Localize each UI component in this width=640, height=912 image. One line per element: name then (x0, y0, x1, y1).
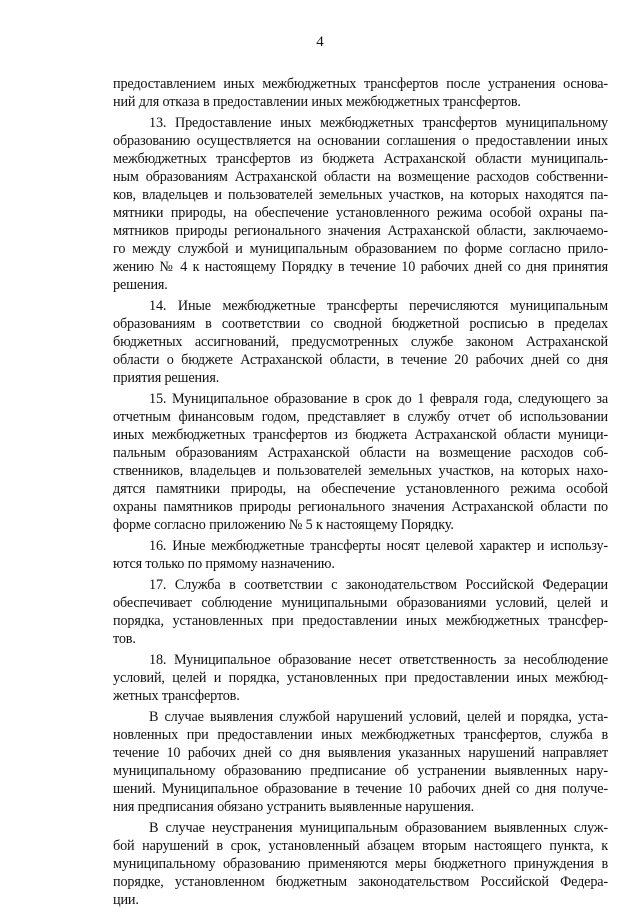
text-line: 18. Муниципальное образование несет ответственность за несоблюдение (149, 652, 608, 668)
text-line: шений. Муниципальное образование в течение 10 рабочих дней со дня получе- (113, 781, 608, 797)
paragraph-p17 (113, 576, 608, 648)
text-line: пальным образованиям Астраханской области на возмещение расходов соб- (113, 445, 608, 461)
text-line: ний для отказа в предоставлении иных межбюджетных трансфертов. (113, 94, 521, 110)
text-line: бюджетных ассигнований, предусмотренных службе законом Астраханской (113, 334, 608, 350)
text-line: иных межбюджетных трансфертов из бюджета Астраханской области муници- (113, 427, 608, 443)
text-line: дятся памятники природы, на обеспечение установленного режима особой (113, 481, 608, 497)
text-line: обеспечивает соблюдение муниципальными образованиями условий, целей и (113, 595, 608, 611)
text-line: ственников, владельцев и пользователей земельных участков, на которых нахо- (113, 463, 608, 479)
text-line: муниципальному образованию предписание об устранении выявленных нару- (113, 763, 608, 779)
text-line: новленных при предоставлении иных межбюджетных трансфертов, служба в (113, 727, 608, 743)
paragraph-p14 (113, 297, 608, 387)
text-line: жетных трансфертов. (113, 688, 240, 704)
text-line: охраны памятников природы регионального значения Астраханской области по (113, 499, 608, 515)
text-line: В случае неустранения муниципальным образованием выявленных служ- (149, 820, 608, 836)
paragraph-p12-cont (113, 75, 608, 111)
page-number: 4 (316, 34, 324, 50)
text-line: го между службой и муниципальным образованием по форме согласно прило- (113, 241, 608, 257)
text-line: порядке, установленном бюджетным законодательством Российской Федера- (113, 874, 608, 890)
paragraph-p18-violations (113, 708, 608, 816)
text-line: мятников природы регионального значения Астраханской области, заключаемо- (113, 223, 608, 239)
text-line: ются только по прямому назначению. (113, 556, 335, 572)
text-line: межбюджетных трансфертов из бюджета Астраханской области муниципаль- (113, 151, 608, 167)
text-line: отчетным финансовым годом, представляет в службу отчет об использовании (113, 409, 608, 425)
text-line: области о бюджете Астраханской области, в течение 20 рабочих дней со дня (113, 352, 608, 368)
text-line: приятия решения. (113, 370, 220, 386)
text-line: порядка, установленных при предоставлении иных межбюджетных трансфер- (113, 613, 608, 629)
text-line: 17. Служба в соответствии с законодательством Российской Федерации (149, 577, 608, 593)
text-line: тов. (113, 631, 136, 647)
text-line: ции. (113, 892, 139, 908)
text-line: форме согласно приложению № 5 к настоящему Порядку. (113, 517, 454, 533)
text-line: ным образованиям Астраханской области на возмещение расходов собственни- (113, 169, 608, 185)
text-line: условий, целей и порядка, установленных при предоставлении иных межбюд- (113, 670, 608, 686)
paragraph-p18-non-elimination (113, 819, 608, 909)
text-line: образованию осуществляется на основании соглашения о предоставлении иных (113, 133, 608, 149)
text-line: бой нарушений в срок, установленный абзацем вторым настоящего пункта, к (113, 838, 608, 854)
text-line: жению № 4 к настоящему Порядку в течение 10 рабочих дней со дня принятия (113, 259, 608, 275)
text-line: В случае выявления службой нарушений условий, целей и порядка, уста- (149, 709, 608, 725)
text-line: 15. Муниципальное образование в срок до 1 февраля года, следующего за (149, 391, 608, 407)
paragraph-p15 (113, 390, 608, 534)
text-line: решения. (113, 277, 168, 293)
document-body (113, 75, 608, 912)
text-line: 13. Предоставление иных межбюджетных трансфертов муниципальному (149, 115, 608, 131)
text-line: муниципальному образованию применяются меры бюджетного принуждения в (113, 856, 608, 872)
text-line: мятники природы, на обеспечение установленного режима особой охраны па- (113, 205, 608, 221)
text-line: ков, владельцев и пользователей земельных участков, на которых находятся па- (113, 187, 608, 203)
text-line: течение 10 рабочих дней со дня выявления указанных нарушений направляет (113, 745, 608, 761)
text-line: ния предписания обязано устранить выявленные нарушения. (113, 799, 474, 815)
text-line: 16. Иные межбюджетные трансферты носят целевой характер и использу- (149, 538, 608, 554)
paragraph-p13 (113, 114, 608, 294)
paragraph-p16 (113, 537, 608, 573)
paragraph-p18 (113, 651, 608, 705)
text-line: образованиям в соответствии со сводной бюджетной росписью в пределах (113, 316, 608, 332)
text-line: 14. Иные межбюджетные трансферты перечисляются муниципальным (149, 298, 608, 314)
text-line: предоставлением иных межбюджетных трансфертов после устранения основа- (113, 76, 608, 92)
